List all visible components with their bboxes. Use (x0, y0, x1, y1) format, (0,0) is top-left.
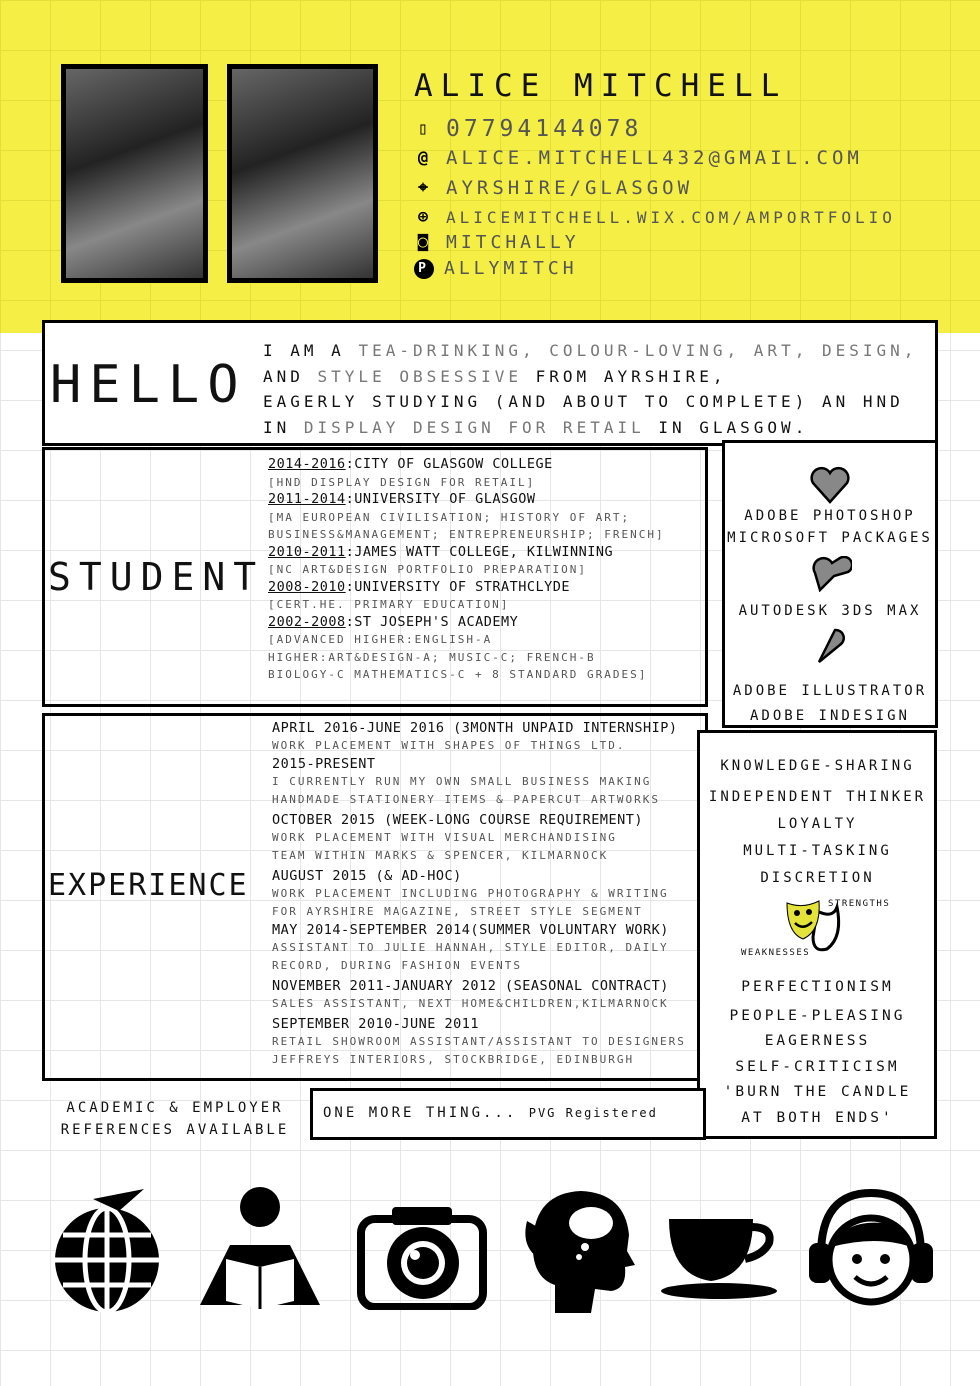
hello-intro: I AM A TEA-DRINKING, COLOUR-LOVING, ART, DESIGN, AND STYLE OBSESSIVE FROM AYRSHIRE, EAGERLY STUDYING (AND ABOUT TO COMPLETE) AN HND IN DISPLAY DESIGN FOR RETAIL IN GLASGOW. (263, 341, 918, 437)
education-entry: 2014-2016:CITY OF GLASGOW COLLEGE (268, 456, 553, 472)
strengths-list: KNOWLEDGE-SHARING INDEPENDENT THINKER LOYALTY MULTI-TASKING DISCRETION (708, 758, 927, 886)
map-icon: ⌖ (418, 178, 432, 198)
heart-piece-icon (812, 556, 852, 592)
contact-email[interactable]: @ ALICE.MITCHELL432@GMAIL.COM (414, 147, 863, 169)
education-entry: 2008-2010:UNIVERSITY OF STRATHCLYDE (268, 578, 570, 595)
globe-icon: ⊕ (417, 207, 433, 227)
instagram-icon: ◙ (417, 232, 433, 252)
job-title: 2015-PRESENT (272, 756, 376, 772)
contact-location: ⌖ AYRSHIRE/GLASGOW (414, 177, 693, 199)
name-heading: ALICE MITCHELL (414, 68, 788, 104)
heart-icon (810, 466, 850, 504)
thinking-head-icon (525, 1185, 635, 1315)
at-icon: @ (417, 148, 433, 168)
contact-pinterest[interactable]: P ALLYMITCH (414, 258, 578, 279)
teacup-icon (661, 1215, 781, 1305)
experience-title: EXPERIENCE (48, 868, 249, 903)
hello-title: HELLO (50, 355, 247, 415)
job-title: AUGUST 2015 (& AD-HOC) (272, 868, 462, 884)
pinterest-icon: P (414, 259, 434, 279)
photo-window-display (61, 64, 208, 283)
phone-icon: ▯ (417, 119, 433, 139)
headphones-smiley-icon (807, 1185, 935, 1315)
education-entry: 2011-2014:UNIVERSITY OF GLASGOW (268, 491, 536, 507)
heart-piece-icon (815, 628, 845, 664)
weaknesses-label: WEAKNESSES (741, 948, 811, 958)
photo-mannequin (227, 64, 378, 283)
one-more-thing: ONE MORE THING... PVG Registered (323, 1105, 658, 1121)
camera-icon (357, 1205, 487, 1310)
travel-icon (49, 1185, 169, 1315)
skill-item: AUTODESK 3DS MAX (738, 603, 922, 619)
references-note: ACADEMIC & EMPLOYER REFERENCES AVAILABLE (60, 1100, 290, 1138)
job-title: NOVEMBER 2011-JANUARY 2012 (SEASONAL CONTRACT) (272, 978, 669, 994)
education-list: 2014-2016:CITY OF GLASGOW COLLEGE [HND DISPLAY DESIGN FOR RETAIL] 2011-2014:UNIVERSITY OF GLASGOW [MA EUROPEAN CIVILISATION; HISTORY OF ART; BUSINESS&MANAGEMENT; ENTREPRENEURSHIP; FRENCH] 2010-2011:JAMES WATT COLLEGE, KILWINNING [NC ART&DESIGN PORTFOLIO PREPARATION] 2008-2010:UNIVERSITY OF STRATHCLYDE [CERT.HE. PRIMARY EDUCATION] 2002-2008:ST JOSEPH'S ACADEMY [ADVANCED HIGHER:ENGLISH-A HIGHER:ART&DESIGN-A; MUSIC-C; FRENCH-B BIOLOGY-C MATHEMATICS-C + 8 STANDARD GRADES] (268, 456, 698, 684)
contact-phone: ▯ 07794144078 (414, 116, 642, 142)
education-entry: 2010-2011:JAMES WATT COLLEGE, KILWINNING (268, 543, 614, 560)
student-title: STUDENT (48, 555, 265, 599)
experience-list: APRIL 2016-JUNE 2016 (3MONTH UNPAID INTERNSHIP) WORK PLACEMENT WITH SHAPES OF THINGS LTD. 2015-PRESENT I CURRENTLY RUN MY OWN SMALL BUSINESS MAKING HANDMADE STATIONERY ITEMS & PAPERCUT ARTWORKS OCTOBER 2015 (WEEK-LONG COURSE REQUIREMENT) WORK PLACEMENT WITH VISUAL MERCHANDISING TEAM WITHIN MARKS & SPENCER, KILMARNOCK AUGUST 2015 (& AD-HOC) WORK PLACEMENT INCLUDING PHOTOGRAPHY & WRITING FOR AYRSHIRE MAGAZINE, STREET STYLE SEGMENT MAY 2014-SEPTEMBER 2014(SUMMER VOLUNTARY WORK) ASSISTANT TO JULIE HANNAH, STYLE EDITOR, DAILY RECORD, DURING FASHION EVENTS NOVEMBER 2011-JANUARY 2012 (SEASONAL CONTRACT) SALES ASSISTANT, NEXT HOME&CHILDREN,KILMARNOCK SEPTEMBER 2010-JUNE 2011 RETAIL SHOWROOM ASSISTANT/ASSISTANT TO DESIGNERS JEFFREYS INTERIORS, STOCKBRIDGE, EDINBURGH (272, 719, 692, 1069)
strengths-label: STRENGTHS (828, 899, 891, 909)
contact-instagram[interactable]: ◙ MITCHALLY (414, 231, 580, 253)
skills-group-2: ADOBE ILLUSTRATOR ADOBE INDESIGN (732, 683, 928, 724)
job-title: APRIL 2016-JUNE 2016 (3MONTH UNPAID INTERNSHIP) (272, 720, 678, 736)
skills-group-1: ADOBE PHOTOSHOP MICROSOFT PACKAGES (727, 508, 933, 546)
reading-icon (190, 1185, 330, 1315)
job-title: SEPTEMBER 2010-JUNE 2011 (272, 1016, 480, 1032)
job-title: MAY 2014-SEPTEMBER 2014(SUMMER VOLUNTARY WORK) (272, 922, 669, 938)
weaknesses-list: PERFECTIONISM PEOPLE-PLEASING EAGERNESS SELF-CRITICISM 'BURN THE CANDLE AT BOTH ENDS' (723, 979, 912, 1126)
hobby-icons (45, 1180, 945, 1320)
contact-website[interactable]: ⊕ ALICEMITCHELL.WIX.COM/AMPORTFOLIO (414, 206, 896, 228)
job-title: OCTOBER 2015 (WEEK-LONG COURSE REQUIREMENT) (272, 812, 643, 828)
education-entry: 2002-2008:ST JOSEPH'S ACADEMY (268, 613, 519, 630)
